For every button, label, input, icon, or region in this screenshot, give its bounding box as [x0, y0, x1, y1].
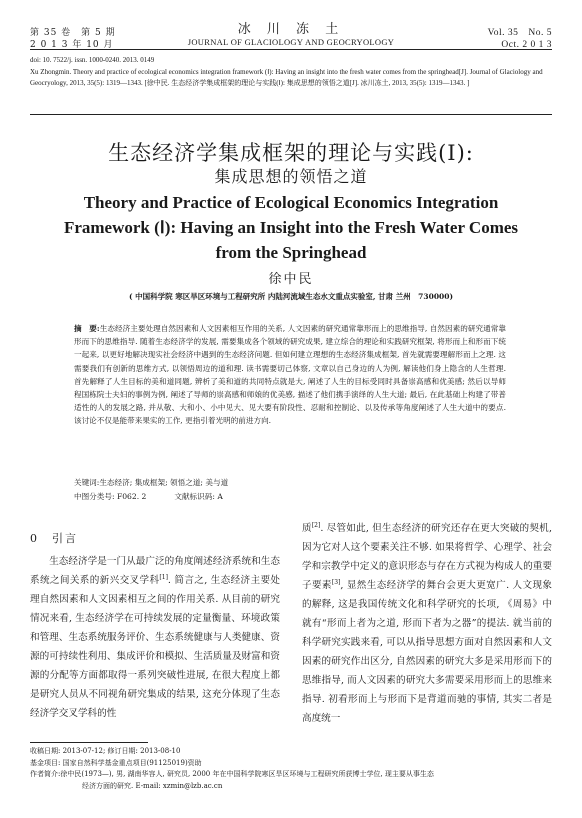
citation-block — [30, 55, 552, 90]
journal-name-en: JOURNAL OF GLACIOLOGY AND GEOCRYOLOGY — [187, 37, 395, 47]
citation-rule — [30, 114, 552, 115]
subtitle-cn: 集成思想的领悟之道 — [214, 167, 368, 186]
doi: doi: 10. 7522/j. issn. 1000-0240. 2013. 0149 — [30, 56, 155, 64]
volume-issue-en: Vol. 35 No. 5 — [487, 28, 552, 38]
journal-name-cn: 冰 川 冻 土 — [237, 22, 345, 37]
citation-text: Xu Zhongmin. Theory and practice of ecological economics integration framework (Ⅰ): Having an insight into the fresh water comes from the springhead[J]. Journal of Glaciology and Geocryology, 2013, 35(5): 1319—1343. [徐中民. 生态经济学集成框架的理论与实践(Ⅰ): 集成思想的领悟之道[J]. 冰川冻土, 2013, 35(5): 1319—1343. ] — [30, 67, 543, 87]
author-bio-label: 作者简介: — [30, 770, 61, 778]
body-text: . 尽管如此, 但生态经济的研究还存在更大突破的契机, 因为它对人这个要素关注不够. 如果将哲学、心理学、社会学和宗教学中定义的意识形态与存在方式视为构成人的重要子要素 — [302, 523, 553, 591]
clc-number: 中图分类号: F062. 2 — [74, 492, 147, 501]
section-title: 引言 — [52, 532, 78, 545]
reference-mark[interactable]: [2] — [311, 521, 321, 529]
title-cn: 生态经济学集成框架的理论与实践(Ⅰ): — [108, 141, 474, 165]
fund-info: 基金项目: 国家自然科学基金重点项目(91125019)资助 — [30, 758, 202, 767]
issue-date-en: Oct. 2 0 1 3 — [501, 40, 552, 50]
keywords-label: 关键词: — [74, 478, 100, 487]
volume-issue: 第 35 卷 第 5 期 — [30, 28, 116, 38]
footnote-rule — [30, 742, 148, 743]
author-bio-text: 徐中民(1973—), 男, 湖南华容人, 研究员, 2000 年在中国科学院寒区旱区环境与工程研究所获博士学位, 现主要从事生态 — [60, 770, 434, 778]
classification — [74, 491, 506, 503]
author-name: 徐中民 — [268, 272, 314, 287]
affiliation: ( 中国科学院 寒区旱区环境与工程研究所 内陆河流域生态水文重点实验室, 甘肃 兰州 730000) — [128, 292, 454, 301]
author-bio — [30, 769, 552, 781]
reference-mark[interactable]: [1] — [159, 573, 168, 581]
keywords-text: 生态经济; 集成框架; 领悟之道; 美与道 — [99, 478, 229, 487]
body-text: , 显然生态经济学的舞台会更大更宽广. 人文现象的解释, 这是我国传统文化和科学研究的长项, 《周易》中就有“形而上者为之道, 形而下者为之器”的提法. 就当前的科学研究实践来看, 可以从指导思想方面对自然因素和人文因素的研究作出区分, 自然因素的研究大多是采用形而下的思维指导, 而人文因素的研究大多需要采用形而上的思维来指导. 初看形而上与形而下是背道而驰的事情, 其实二者是高度统一 — [302, 580, 553, 724]
document-code: 文献标识码: A — [174, 492, 223, 501]
body-column-left — [30, 552, 280, 723]
author-bio-continued: 经济方面的研究. E-mail: xzmin@lzb.ac.cn — [82, 781, 223, 790]
body-text: 质 — [302, 523, 312, 534]
title-en: Theory and Practice of Ecological Economics Integration Framework (Ⅰ): Having an Insight into the Fresh Water Comes from the Springhead — [63, 193, 519, 262]
received-date: 收稿日期: 2013-07-12; 修订日期: 2013-08-10 — [30, 747, 181, 755]
body-text: . 简言之, 生态经济主要处理自然因素和人文因素相互之间的作用关系. 从目前的研究情况来看, 生态经济学在可持续发展的定量衡量、环境政策和管理、生态系统服务评价、生态系统健康与人类健康、资源的可持续性利用、集成评价和模拟、生活质量及财富和资源的分配等方面都取得一系列突破性进展, 在很大程度上都是研究人员从不同视角研究集成的结果, 这充分体现了生态经济学交叉学科的性 — [30, 575, 281, 719]
abstract — [74, 322, 506, 428]
abstract-text: 生态经济主要处理自然因素和人文因素相互作用的关系, 人文因素的研究通常靠形而上的思维指导, 自然因素的研究通常靠形而下的思维指导. 随着生态经济学的发展, 需要集成各个领域的研究成果, 建立综合的理论和实践研究框架, 将形而上和形而下统一起来, 以更好地解决现实社会经济中遇到的生态经济问题. 但如何建立理想的生态经济集成框架, 首先就需要理解形而上之理. 这需要我们有创新的思维方式, 以领悟周边的道和理. 读书需要切己体察, 文章以自己身边的人为例, 解读他们身上隐含的人生哲理. 首先解释了人生目标的美和道同题, 辨析了美和道的共同特点就是大, 阐述了人生的目标受同时具备崇高感和优美感; 然后以导师程国栋院士夫妇的事例为例, 阐述了导师的崇高感和师娘的优美感, 描述了他们携手演绎的人生大道; 最后, 在此基础上构建了带普适性的人的发展之路, 并从敬、大和小、小中见大、见大要有阶段性、忍耐和控制论、以及传承等角度阐述了人生大道中的要点. 该讨论不仅是能带来果实的工作, 更指引着光明的前进方向. — [74, 324, 506, 426]
section-number: 0 — [30, 532, 39, 545]
issue-date: 2 0 1 3 年 10 月 — [30, 40, 114, 50]
footnote — [30, 746, 552, 792]
body-column-right — [302, 519, 552, 728]
running-header-right — [488, 27, 552, 51]
section-heading — [30, 530, 78, 546]
reference-mark[interactable]: [3] — [331, 578, 341, 586]
abstract-label: 摘 要: — [74, 324, 100, 333]
keywords — [74, 477, 506, 489]
body-text: 生态经济学是一门从最广泛的角度阐述经济系统和生态系统之间关系的新兴交叉学科 — [30, 556, 280, 586]
header-rule — [30, 49, 552, 50]
